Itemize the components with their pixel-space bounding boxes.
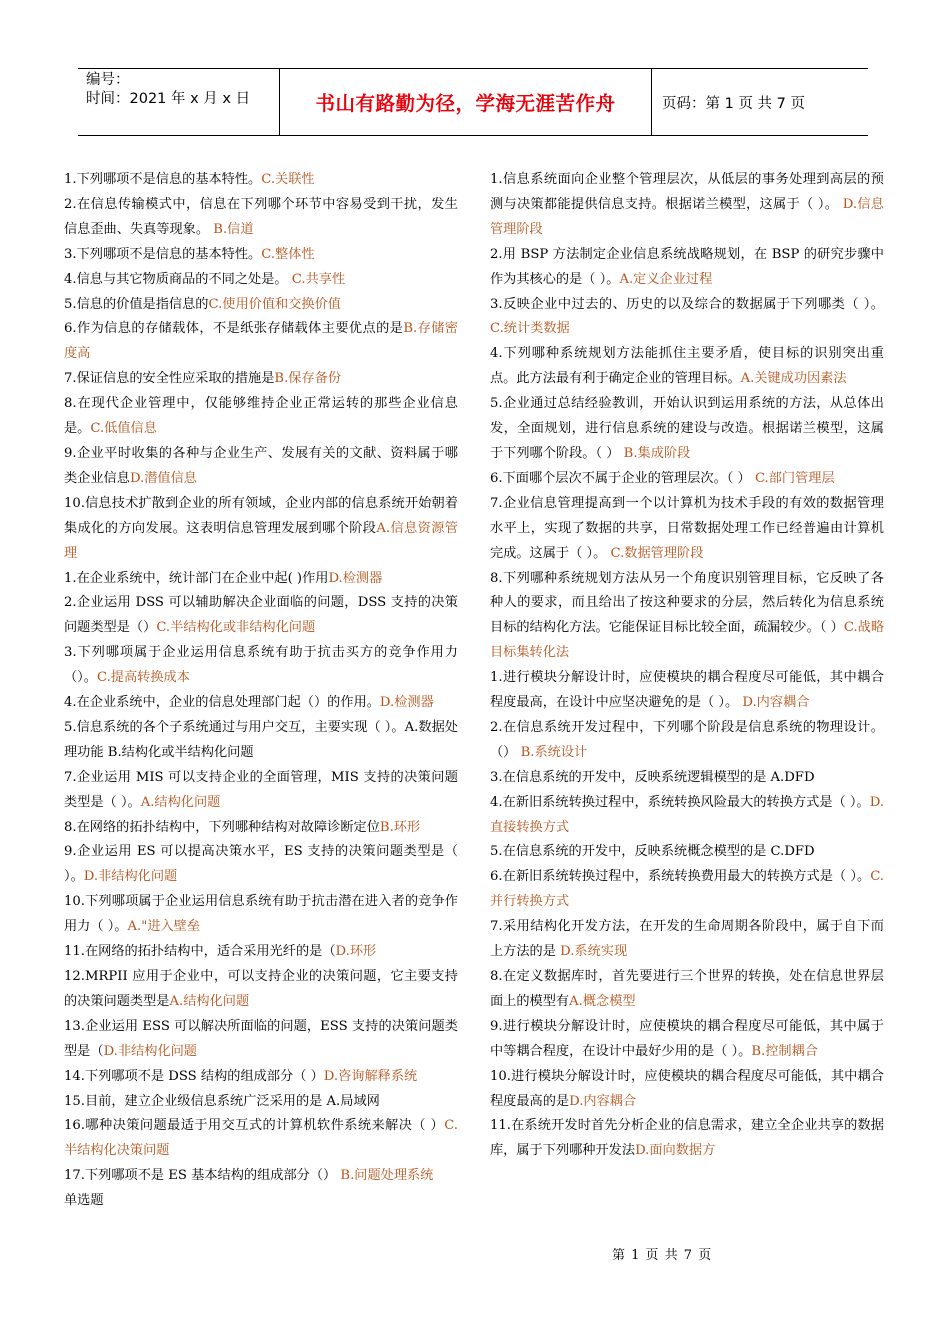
answer-text: C.部门管理层 bbox=[754, 470, 835, 486]
question-item bbox=[64, 293, 458, 318]
question-text: 7.保证信息的安全性应采取的措施是 bbox=[64, 371, 275, 387]
answer-text: A.信息资源管理 bbox=[64, 520, 458, 561]
question-item bbox=[490, 716, 884, 766]
question-text: 4.在新旧系统转换过程中，系统转换风险最大的转换方式是（ ）。 bbox=[490, 794, 870, 810]
page-header bbox=[78, 68, 868, 136]
question-item bbox=[490, 467, 884, 492]
question-item bbox=[64, 492, 458, 567]
question-item bbox=[64, 766, 458, 816]
answer-text: D.潜值信息 bbox=[129, 470, 197, 486]
question-item bbox=[64, 268, 458, 293]
question-text: 7.企业信息管理提高到一个以计算机为技术手段的有效的数据管理水平上，实现了数据的共享，日常数据处理工作已经普遍由计算机完成。这属于（ ）。 bbox=[490, 495, 884, 561]
question-item bbox=[490, 342, 884, 392]
question-item bbox=[64, 940, 458, 965]
answer-text: C.低值信息 bbox=[90, 421, 157, 437]
question-item bbox=[64, 691, 458, 716]
question-text: 9.企业运用 ES 可以提高决策水平，ES 支持的决策问题类型是（ ）。 bbox=[64, 844, 458, 885]
answer-text: B.控制耦合 bbox=[751, 1043, 818, 1059]
question-item bbox=[64, 840, 458, 890]
question-item bbox=[64, 567, 458, 592]
answer-text: C.数据管理阶段 bbox=[610, 545, 704, 561]
answer-text: C.半结构化决策问题 bbox=[64, 1118, 458, 1159]
question-item bbox=[490, 168, 884, 243]
question-text: 4.信息与其它物质商品的不同之处是。 bbox=[64, 271, 292, 287]
question-item bbox=[64, 1114, 458, 1164]
question-item bbox=[490, 1114, 884, 1164]
question-text: 10.信息技术扩散到企业的所有领域，企业内部的信息系统开始朝着集成化的方向发展。这表明信息管理发展到哪个阶段 bbox=[64, 495, 458, 536]
answer-text: D.系统实现 bbox=[560, 944, 628, 960]
question-text: 5.信息系统的各个子系统通过与用户交互，主要实现（ ）。A.数据处理功能 B.结构化或半结构化问题 bbox=[64, 719, 458, 760]
question-text: 17.下列哪项不是 ES 基本结构的组成部分（） bbox=[64, 1168, 341, 1184]
answer-text: D.直接转换方式 bbox=[490, 794, 884, 835]
question-text: 3.反映企业中过去的、历史的以及综合的数据属于下列哪类（ ）。 bbox=[490, 296, 884, 312]
question-item bbox=[490, 492, 884, 567]
question-text: 14.下列哪项不是 DSS 结构的组成部分（ ） bbox=[64, 1068, 324, 1084]
answer-text: D.检测器 bbox=[379, 695, 434, 711]
answer-text: B.集成阶段 bbox=[623, 445, 691, 461]
question-item bbox=[64, 716, 458, 766]
question-text: 1.在企业系统中，统计部门在企业中起( )作用 bbox=[64, 570, 329, 586]
question-text: 10.进行模块分解设计时，应使模块的耦合程度尽可能低，其中耦合程度最高的是 bbox=[490, 1068, 884, 1109]
question-text: 5.企业通过总结经验教训，开始认识到运用系统的方法，从总体出发，全面规划，进行信息系统的建设与改造。根据诺兰模型，这属于下列哪个阶段。（ ） bbox=[490, 396, 884, 461]
question-text: 4.下列哪种系统规划方法能抓住主要矛盾，使目标的识别突出重点。此方法最有利于确定企业的管理目标。 bbox=[490, 346, 884, 387]
question-item bbox=[490, 392, 884, 467]
left-column bbox=[64, 168, 458, 1214]
answer-text: C.共享性 bbox=[291, 271, 346, 287]
question-text: 3.下列哪项属于企业运用信息系统有助于抗击买方的竞争作用力（）。 bbox=[64, 645, 458, 686]
question-item bbox=[490, 791, 884, 841]
question-item bbox=[490, 840, 884, 865]
document-time-label: 时间：2021 年 x 月 x 日 bbox=[86, 91, 251, 107]
answer-text: D.环形 bbox=[335, 944, 377, 960]
question-text: 8.在现代企业管理中，仅能够维持企业正常运转的那些企业信息是。 bbox=[64, 396, 458, 437]
question-item bbox=[490, 1015, 884, 1065]
document-number-label: 编号： bbox=[86, 72, 130, 88]
question-text: 8.在定义数据库时，首先要进行三个世界的转换，处在信息世界层面上的模型有 bbox=[490, 969, 884, 1009]
question-text: 2.企业运用 DSS 可以辅助解决企业面临的问题，DSS 支持的决策问题类型是（） bbox=[64, 595, 458, 636]
answer-text: C.使用价值和交换价值 bbox=[208, 296, 341, 312]
question-text: 9.进行模块分解设计时，应使模块的耦合程度尽可能低，其中属于中等耦合程度，在设计中最好少用的是（ ）。 bbox=[490, 1018, 884, 1059]
question-text: 15.目前，建立企业级信息系统广泛采用的是 A.局域网 bbox=[64, 1093, 380, 1109]
answer-text: D.内容耦合 bbox=[569, 1093, 637, 1109]
question-text: 12.MRPII 应用于企业中，可以支持企业的决策问题，它主要支持的决策问题类型是 bbox=[64, 969, 458, 1009]
question-text: 10.下列哪项属于企业运用信息系统有助于抗击潜在进入者的竞争作用力（ ）。 bbox=[64, 894, 458, 935]
answer-text: D.面向数据方 bbox=[635, 1143, 716, 1159]
question-text: 11.在系统开发时首先分析企业的信息需求，建立全企业共享的数据库，属于下列哪种开发法 bbox=[490, 1118, 884, 1159]
question-item bbox=[490, 915, 884, 965]
question-item bbox=[64, 1189, 458, 1214]
header-meta bbox=[78, 69, 280, 135]
answer-text: B.存储密度高 bbox=[64, 321, 458, 362]
answer-text: D.信息管理阶段 bbox=[490, 196, 884, 237]
answer-text: C.统计类数据 bbox=[490, 321, 570, 337]
header-motto: 书山有路勤为径，学海无涯苦作舟 bbox=[280, 69, 652, 135]
answer-text: B.环形 bbox=[379, 819, 421, 835]
answer-text: C.整体性 bbox=[261, 246, 315, 262]
question-text: 13.企业运用 ESS 可以解决所面临的问题，ESS 支持的决策问题类型是（ bbox=[64, 1018, 458, 1059]
question-item bbox=[64, 317, 458, 367]
answer-text: B.信道 bbox=[213, 221, 254, 237]
question-item bbox=[64, 1015, 458, 1065]
question-item bbox=[64, 243, 458, 268]
answer-text: C.半结构化或非结构化问题 bbox=[156, 620, 316, 636]
question-item bbox=[64, 591, 458, 641]
question-text: 9.企业平时收集的各种与企业生产、发展有关的文献、资料属于哪类企业信息 bbox=[64, 445, 458, 486]
question-text: 5.信息的价值是指信息的 bbox=[64, 296, 209, 312]
question-item bbox=[64, 367, 458, 392]
answer-text: A.概念模型 bbox=[569, 993, 636, 1009]
question-item bbox=[490, 965, 884, 1015]
answer-text: B.保存备份 bbox=[274, 371, 342, 387]
question-item bbox=[490, 865, 884, 915]
answer-text: A.关键成功因素法 bbox=[740, 371, 847, 387]
question-text: 2.用 BSP 方法制定企业信息系统战略规划，在 BSP 的研究步骤中作为其核心的是（ ）。 bbox=[490, 246, 884, 287]
question-text: 3.在信息系统的开发中，反映系统逻辑模型的是 A.DFD bbox=[490, 769, 815, 785]
answer-text: B.问题处理系统 bbox=[340, 1168, 434, 1184]
question-item bbox=[64, 1164, 458, 1189]
answer-text: C.关联性 bbox=[261, 172, 315, 187]
question-text: 1.下列哪项不是信息的基本特性。 bbox=[64, 172, 262, 187]
answer-text: D.内容耦合 bbox=[742, 695, 810, 711]
question-text: 7.企业运用 MIS 可以支持企业的全面管理，MIS 支持的决策问题类型是（ ）。 bbox=[64, 769, 458, 810]
answer-text: A.结构化问题 bbox=[169, 993, 250, 1009]
question-text: 2.在信息系统开发过程中，下列哪个阶段是信息系统的物理设计。（） bbox=[490, 719, 884, 760]
question-text: 7.采用结构化开发方法，在开发的生命周期各阶段中，属于自下而上方法的是 bbox=[490, 919, 884, 960]
question-item bbox=[64, 1090, 458, 1115]
answer-text: C.提高转换成本 bbox=[96, 670, 190, 686]
answer-text: C.并行转换方式 bbox=[490, 869, 884, 910]
question-text: 11.在网络的拓扑结构中，适合采用光纤的是（ bbox=[64, 944, 336, 960]
question-text: 1.进行模块分解设计时，应使模块的耦合程度尽可能低，其中耦合程度最高，在设计中应坚决避免的是（ ）。 bbox=[490, 670, 884, 711]
answer-text: B.系统设计 bbox=[520, 744, 588, 760]
answer-text: D.检测器 bbox=[328, 570, 383, 586]
answer-text: D.非结构化问题 bbox=[83, 869, 178, 885]
answer-text: D.咨询解释系统 bbox=[323, 1068, 418, 1084]
question-text: 3.下列哪项不是信息的基本特性。 bbox=[64, 246, 262, 262]
question-text: 16.哪种决策问题最适于用交互式的计算机软件系统来解决（ ） bbox=[64, 1118, 445, 1134]
header-page-label: 页码：第 1 页 共 7 页 bbox=[662, 95, 805, 112]
question-item bbox=[64, 965, 458, 1015]
question-text: 6.下面哪个层次不属于企业的管理层次。（ ） bbox=[490, 470, 755, 486]
question-item bbox=[490, 293, 884, 343]
question-text: 6.作为信息的存储载体，不是纸张存储载体主要优点的是 bbox=[64, 321, 404, 337]
question-text: 8.在网络的拓扑结构中，下列哪种结构对故障诊断定位 bbox=[64, 819, 380, 835]
question-item bbox=[490, 766, 884, 791]
question-text: 4.在企业系统中，企业的信息处理部门起（）的作用。 bbox=[64, 695, 380, 711]
answer-text: D.非结构化问题 bbox=[103, 1043, 197, 1059]
question-item bbox=[64, 193, 458, 243]
answer-text: C.战略目标集转化法 bbox=[490, 620, 885, 661]
question-text: 5.在信息系统的开发中，反映系统概念模型的是 C.DFD bbox=[490, 844, 815, 860]
question-text: 2.在信息传输模式中，信息在下列哪个环节中容易受到干扰，发生信息歪曲、失真等现象。 bbox=[64, 196, 458, 237]
question-item bbox=[490, 1065, 884, 1115]
answer-text: A.结构化问题 bbox=[140, 794, 221, 810]
question-item bbox=[64, 816, 458, 841]
question-text: 8.下列哪种系统规划方法从另一个角度识别管理目标，它反映了各种人的要求，而且给出了按这种要求的分层，然后转化为信息系统目标的结构化方法。它能保证目标比较全面，疏漏较少。（ ） bbox=[490, 570, 884, 636]
question-item bbox=[64, 442, 458, 492]
answer-text: A."进入壁垒 bbox=[127, 919, 201, 935]
question-text: 单选题 bbox=[64, 1193, 104, 1209]
question-item bbox=[64, 641, 458, 691]
right-column bbox=[490, 168, 884, 1164]
question-item bbox=[490, 567, 884, 667]
question-item bbox=[490, 243, 884, 293]
question-item bbox=[64, 392, 458, 442]
question-item bbox=[64, 168, 458, 193]
question-item bbox=[64, 1065, 458, 1090]
question-text: 6.在新旧系统转换过程中，系统转换费用最大的转换方式是（ ）。 bbox=[490, 869, 871, 885]
answer-text: A.定义企业过程 bbox=[619, 271, 713, 287]
question-text: 1.信息系统面向企业整个管理层次，从低层的事务处理到高层的预测与决策都能提供信息支持。根据诺兰模型，这属于（ ）。 bbox=[490, 172, 884, 212]
question-item bbox=[490, 666, 884, 716]
page-footer: 第 1 页 共 7 页 bbox=[612, 1248, 713, 1263]
question-item bbox=[64, 890, 458, 940]
